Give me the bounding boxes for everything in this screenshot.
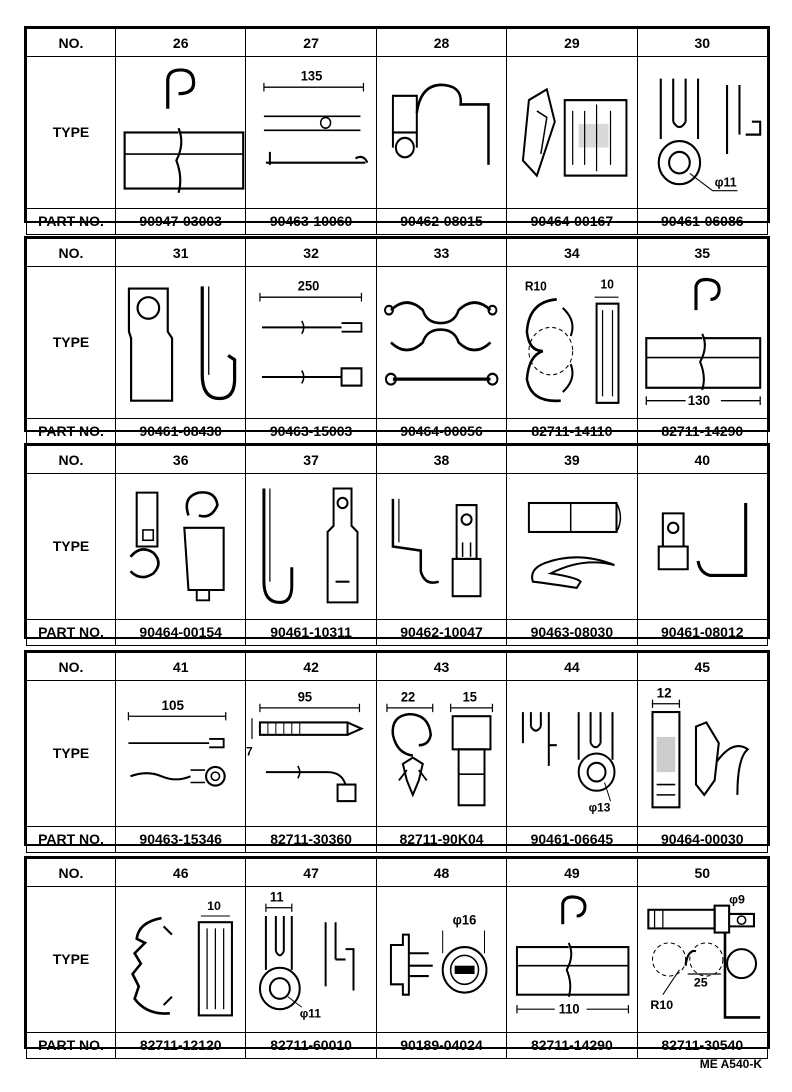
item-number: 40 xyxy=(637,446,767,474)
clip-drawing-26 xyxy=(116,57,246,209)
item-number: 28 xyxy=(376,29,506,57)
dimension-label: 95 xyxy=(298,689,313,705)
clip-drawing-31 xyxy=(116,267,246,419)
band-tie-icon xyxy=(116,681,245,826)
item-number: 37 xyxy=(246,446,376,474)
p-clip-icon xyxy=(116,57,245,208)
clip-drawing-45 xyxy=(637,681,767,827)
no-label: NO. xyxy=(27,446,116,474)
item-number: 49 xyxy=(507,859,637,887)
part-number: 90464-00154 xyxy=(116,619,246,645)
p-clip-icon xyxy=(638,267,767,418)
clip-drawing-38 xyxy=(376,474,506,620)
push-clip-icon xyxy=(377,681,506,826)
dimension-label: R10 xyxy=(649,998,673,1013)
clip-drawing-50 xyxy=(637,887,767,1033)
dimension-label: 130 xyxy=(687,392,710,409)
dimension-label: 10 xyxy=(600,277,615,292)
part-number: 90461-06645 xyxy=(507,826,637,852)
part-number: 82711-60010 xyxy=(246,1032,376,1058)
part-number: 82711-14290 xyxy=(637,418,767,444)
part-number: 82711-30360 xyxy=(246,826,376,852)
item-number: 43 xyxy=(376,653,506,681)
part-number: 90461-10311 xyxy=(246,619,376,645)
part-no-label: PART NO. xyxy=(27,208,116,234)
dimension-label: R10 xyxy=(525,279,547,294)
dimension-label: 11 xyxy=(270,889,284,905)
part-number: 90462-08015 xyxy=(376,208,506,234)
no-label: NO. xyxy=(27,239,116,267)
no-label: NO. xyxy=(27,29,116,57)
part-number: 82711-90K04 xyxy=(376,826,506,852)
part-number: 82711-14110 xyxy=(507,418,637,444)
part-number: 90461-08012 xyxy=(637,619,767,645)
item-number: 47 xyxy=(246,859,376,887)
parts-table-block-1 xyxy=(24,26,770,230)
j-hook-clip-icon xyxy=(246,474,375,619)
clip-drawing-37 xyxy=(246,474,376,620)
snap-clip-icon xyxy=(116,474,245,619)
clip-drawing-41 xyxy=(116,681,246,827)
split-clamp-icon xyxy=(507,267,636,418)
type-label: TYPE xyxy=(27,474,116,620)
clip-drawing-43 xyxy=(376,681,506,827)
clip-drawing-46 xyxy=(116,887,246,1033)
item-number: 27 xyxy=(246,29,376,57)
loop-clamp-icon xyxy=(638,57,767,208)
item-number: 26 xyxy=(116,29,246,57)
clip-drawing-33 xyxy=(376,267,506,419)
page-code: ME A540-K xyxy=(699,1057,762,1071)
dimension-label: φ16 xyxy=(452,912,477,928)
part-number: 90463-08030 xyxy=(507,619,637,645)
item-number: 41 xyxy=(116,653,246,681)
part-number: 90463-10060 xyxy=(246,208,376,234)
clip-drawing-35 xyxy=(637,267,767,419)
parts-table-block-3 xyxy=(24,443,770,639)
part-number: 90464-00056 xyxy=(376,418,506,444)
loop-clamp-icon xyxy=(507,681,636,826)
l-hook-clip-icon xyxy=(638,474,767,619)
dimension-label: φ9 xyxy=(728,892,745,907)
dimension-label: 22 xyxy=(400,689,416,705)
part-number: 90463-15003 xyxy=(246,418,376,444)
clip-drawing-29 xyxy=(507,57,637,209)
no-label: NO. xyxy=(27,653,116,681)
part-number: 90189-04024 xyxy=(376,1032,506,1058)
part-number: 82711-12120 xyxy=(116,1032,246,1058)
double-clamp-icon xyxy=(377,267,506,418)
clip-drawing-42 xyxy=(246,681,376,827)
hook-clamp-icon xyxy=(377,57,506,208)
type-label: TYPE xyxy=(27,681,116,827)
clip-drawing-27 xyxy=(246,57,376,209)
part-no-label: PART NO. xyxy=(27,1032,116,1058)
clip-drawing-36 xyxy=(116,474,246,620)
spring-clip-icon xyxy=(638,681,767,826)
dimension-label: φ11 xyxy=(300,1006,322,1021)
connector-clip-icon xyxy=(507,57,636,208)
part-number: 90947-03003 xyxy=(116,208,246,234)
parts-table-block-4 xyxy=(24,650,770,846)
clip-drawing-34 xyxy=(507,267,637,419)
dimension-label: 7 xyxy=(246,744,254,759)
split-clamp-icon xyxy=(116,887,245,1032)
dimension-label: 250 xyxy=(298,278,320,294)
part-number: 90462-10047 xyxy=(376,619,506,645)
band-clamp-icon xyxy=(246,57,375,208)
part-number: 82711-30540 xyxy=(637,1032,767,1058)
dimension-label: φ11 xyxy=(714,175,737,190)
loop-clamp-icon xyxy=(246,887,375,1032)
no-label: NO. xyxy=(27,859,116,887)
item-number: 36 xyxy=(116,446,246,474)
dimension-label: 10 xyxy=(207,898,221,913)
item-number: 45 xyxy=(637,653,767,681)
cable-strap-icon xyxy=(246,681,375,826)
item-number: 32 xyxy=(246,239,376,267)
type-label: TYPE xyxy=(27,267,116,419)
part-number: 90464-00030 xyxy=(637,826,767,852)
part-number: 82711-14290 xyxy=(507,1032,637,1058)
sleeve-clip-icon xyxy=(507,474,636,619)
item-number: 30 xyxy=(637,29,767,57)
bracket-clip-icon xyxy=(377,474,506,619)
clip-drawing-39 xyxy=(507,474,637,620)
dimension-label: 25 xyxy=(693,975,708,990)
item-number: 35 xyxy=(637,239,767,267)
item-number: 38 xyxy=(376,446,506,474)
type-label: TYPE xyxy=(27,57,116,209)
dimension-label: 135 xyxy=(301,68,323,84)
clip-drawing-44 xyxy=(507,681,637,827)
wire-clip-icon xyxy=(116,267,245,418)
type-label: TYPE xyxy=(27,887,116,1033)
part-number: 90461-08430 xyxy=(116,418,246,444)
item-number: 50 xyxy=(637,859,767,887)
parts-table-block-2 xyxy=(24,236,770,440)
part-no-label: PART NO. xyxy=(27,826,116,852)
twin-clamp-icon xyxy=(638,887,767,1032)
clip-drawing-49 xyxy=(507,887,637,1033)
dimension-label: 12 xyxy=(656,685,672,701)
item-number: 31 xyxy=(116,239,246,267)
cable-tie-icon xyxy=(246,267,375,418)
item-number: 48 xyxy=(376,859,506,887)
clip-drawing-32 xyxy=(246,267,376,419)
clip-drawing-48 xyxy=(376,887,506,1033)
part-number: 90464-00167 xyxy=(507,208,637,234)
grommet-clip-icon xyxy=(377,887,506,1032)
item-number: 33 xyxy=(376,239,506,267)
dimension-label: 105 xyxy=(161,697,184,713)
item-number: 29 xyxy=(507,29,637,57)
item-number: 34 xyxy=(507,239,637,267)
parts-table-block-5 xyxy=(24,856,770,1054)
dimension-label: 110 xyxy=(558,1001,580,1017)
clip-drawing-40 xyxy=(637,474,767,620)
part-no-label: PART NO. xyxy=(27,619,116,645)
part-no-label: PART NO. xyxy=(27,418,116,444)
dimension-label: φ13 xyxy=(588,800,611,815)
item-number: 46 xyxy=(116,859,246,887)
item-number: 42 xyxy=(246,653,376,681)
item-number: 39 xyxy=(507,446,637,474)
item-number: 44 xyxy=(507,653,637,681)
part-number: 90461-06086 xyxy=(637,208,767,234)
clip-drawing-30 xyxy=(637,57,767,209)
clip-drawing-28 xyxy=(376,57,506,209)
p-clip-icon xyxy=(507,887,636,1032)
part-number: 90463-15346 xyxy=(116,826,246,852)
clip-drawing-47 xyxy=(246,887,376,1033)
dimension-label: 15 xyxy=(462,689,477,705)
